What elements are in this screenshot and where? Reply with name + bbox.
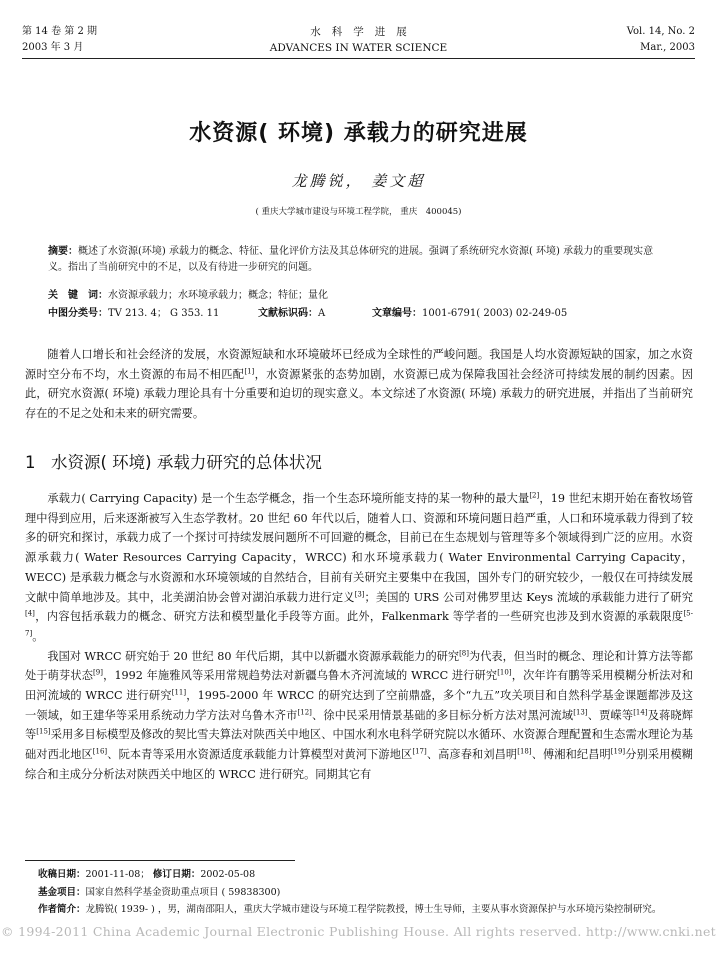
footnote-rule [25,860,295,861]
author-bio: 龙腾锐( 1939- ) ，男，湖南邵阳人，重庆大学城市建设与环境工程学院教授，博士生导师，主要从事水资源保护与水环境污染控制研究。 [85,904,662,915]
author-affiliation: ( 重庆大学城市建设与环境工程学院， 重庆 400045) [255,207,462,217]
clc-code [48,306,219,322]
section-title: 水资源( 环境) 承载力研究的总体状况 [51,453,322,472]
issue-date-en: Mar., 2003 [640,42,695,53]
journal-issue-info [22,24,97,56]
document-code [258,306,325,322]
body-paragraph: 我国对 WRCC 研究始于 20 世纪 80 年代后期，其中以新疆水资源承载能力的研究[8]为代表，但当时的概念、理论和计算方法等都处于萌芽状态[9]，1992 年施雅风等采用常规趋势法对新疆乌鲁木齐河流域的 WRCC 进行研究[10]，次年许有鹏等采用模糊分析法对和田河流域的 WRCC 进行研究[11]，1995-2000 年 WRCC 的研究达到了空前鼎盛，多个“九五”攻关项目和自然科学基金课题都涉及这一领域，如王建华等采用系统动力学方法对乌鲁木齐市[12]、徐中民采用情景基础的多目标分析方法对黑河流域[13]、贾嵘等[14]及蒋晓辉等[15]采用多目标模型及修改的契比雪夫算法对陕西关中地区、中国水利水电科学研究院以水循环、水资源合理配置和生态需水理论为基础对西北地区[16]、阮本青等采用水资源适度承载能力计算模型对黄河下游地区[17]、高彦春和刘昌明[18]、傅湘和纪昌明[19]分别采用模糊综合和主成分分析法对陕西关中地区的 WRCC 进行研究。同期其它有 [25,648,694,781]
section-body [25,489,693,785]
issue-date: 2003 年 3 月 [22,42,84,53]
paper-title: 水资源( 环境) 承载力的研究进展 [189,121,528,146]
abstract-label: 摘要： [48,246,78,257]
section-number: 1 [25,453,36,472]
header-rule [22,58,695,59]
received-label: 收稿日期： [38,869,86,880]
section-heading [25,449,322,473]
journal-name-cn: 水科学进展 [310,26,418,38]
revised-label: 修订日期： [152,869,201,880]
copyright-watermark: © 1994-2011 China Academic Journal Electronic Publishing House. All rights reserved. http://www.cnki.net [1,924,716,939]
abstract-text: 概述了水资源(环境) 承载力的概念、特征、量化评价方法及其总体研究的进展。强调了系统研究水资源( 环境) 承载力的重要现实意义。指出了当前研究中的不足，以及有待进一步研究的问题。 [48,246,654,273]
body-paragraph: 承载力( Carrying Capacity) 是一个生态学概念，指一个生态环境所能支持的某一物种的最大量[2]，19 世纪末期开始在畜牧场管理中得到应用，后来逐渐被写入生态学教材。20 世纪 60 年代以后，随着人口、资源和环境问题日趋严重，人口和环境承载力得到了较多的研究和探讨，承载力成了一个探讨可持续发展问题所不可回避的概念，目前已在生态规划与管理等多个领域得到广泛的应用。水资源承载力( Water Resources Carrying Capacity，WRCC) 和水环境承载力( Water Environmental Carrying Capacity，WECC) 是承载力概念与水资源和水环境领域的自然结合，目前有关研究主要集中在我国，国外专门的研究较少，一般仅在可持续发展文献中简单地涉及。其中，北美湖泊协会曾对湖泊承载力进行定义[3]；美国的 URS 公司对佛罗里达 Keys 流域的承载能力进行了研究[4]，内容包括承载力的概念、研究方法和模型量化手段等方面。此外，Falkenmark 等学者的一些研究也涉及到水资源的承载限度[5-7]。 [25,491,694,643]
document-code-label: 文献标识码： [258,308,318,319]
journal-issue-info-en [627,24,695,56]
keywords-text: 水资源承载力；水环境承载力；概念；特征；量化 [108,290,328,301]
footnote [38,866,698,919]
journal-name [230,24,487,56]
fund-value: 国家自然科学基金资助重点项目 ( 59838300) [85,886,281,898]
intro-paragraph: 随着人口增长和社会经济的发展，水资源短缺和水环境破坏已经成为全球性的严峻问题。我国是人均水资源短缺的国家，加之水资源时空分布不均，水土资源的布局不相匹配[1]，水资源紧张的态势加剧，水资源已成为保障我国社会经济可持续发展的制约因素。因此，研究水资源( 环境) 承载力理论具有十分重要和迫切的现实意义。本文综述了水资源( 环境) 承载力的研究进展，并指出了当前研究存在的不足之处和未来的研究需要。 [25,348,693,421]
keywords [48,288,670,304]
document-code-value: A [318,308,326,319]
revised-date: 2002-05-08 [200,869,256,880]
clc-value: TV 213. 4； G 353. 11 [108,308,220,319]
article-number [372,306,567,322]
footnote-author [38,901,698,919]
paper-authors: 龙腾锐， 姜文超 [291,172,426,190]
journal-name-en: ADVANCES IN WATER SCIENCE [269,42,448,54]
clc-label: 中图分类号： [48,308,108,319]
received-date: 2001-11-08； [85,869,150,880]
introduction [25,345,693,424]
volume-issue-en: Vol. 14, No. 2 [626,26,695,37]
article-number-label: 文章编号： [372,308,422,319]
volume-issue: 第 14 卷 第 2 期 [22,26,97,37]
abstract [48,244,670,276]
keywords-label: 关 键 词： [48,290,108,301]
article-number-value: 1001-6791( 2003) 02-249-05 [422,308,568,319]
author-bio-label: 作者简介： [38,904,86,915]
footnote-dates [38,866,698,884]
fund-label: 基金项目： [38,886,86,898]
footnote-fund [38,884,698,902]
